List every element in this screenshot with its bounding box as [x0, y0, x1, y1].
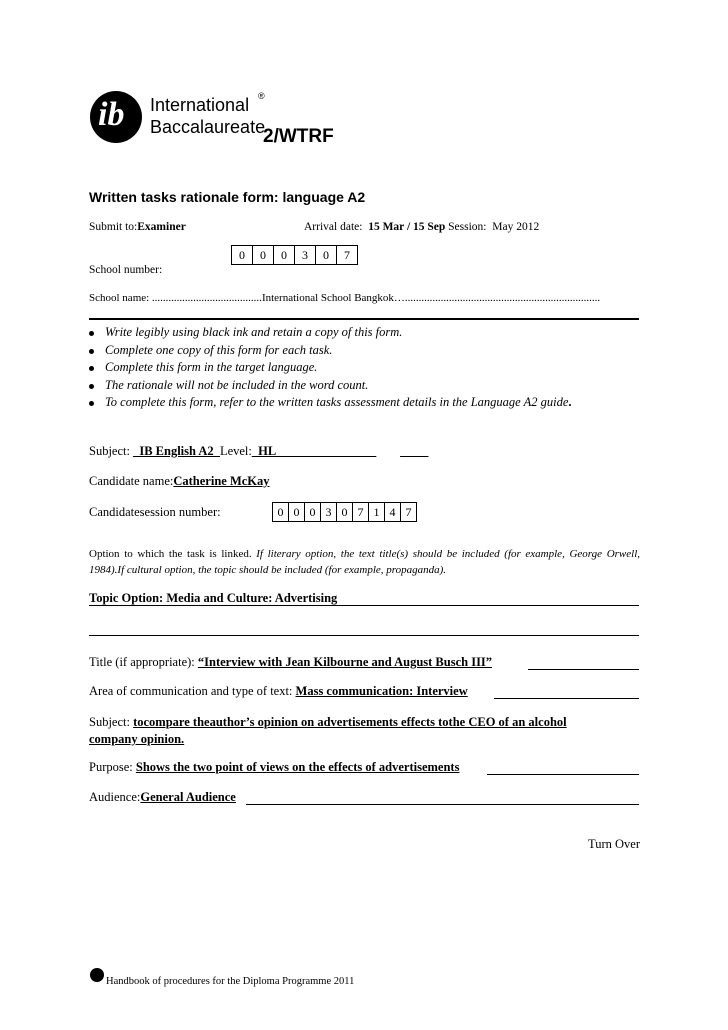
bullet-icon [89, 401, 94, 406]
digit-box: 0 [274, 246, 295, 264]
title-fill-line [528, 669, 639, 670]
subject-value: _IB English A2_ [133, 444, 220, 458]
digit-box: 4 [385, 503, 401, 521]
purpose-field [89, 760, 639, 775]
area-field [89, 684, 639, 699]
ib-logo-mark [90, 91, 142, 143]
digit-box: 3 [321, 503, 337, 521]
digit-box: 0 [232, 246, 253, 264]
arrival-label: Arrival date: [304, 221, 363, 233]
subject-field [89, 714, 639, 748]
footer-ib-logo-icon [90, 968, 104, 982]
submit-label: Submit to: [89, 221, 138, 233]
audience-label: Audience: [89, 790, 141, 804]
subject-field-value-2: company opinion. [89, 732, 185, 746]
purpose-fill-line [487, 774, 639, 775]
instruction-item: Complete one copy of this form for each task. [89, 342, 572, 360]
audience-value: General Audience [140, 790, 236, 804]
school-name-line [89, 292, 641, 304]
registered-mark: ® [258, 91, 265, 101]
logo-line-baccalaureate: Baccalaureate [150, 117, 266, 137]
arrival-session-line [304, 221, 539, 233]
instruction-item: Write legibly using black ink and retain a copy of this form. [89, 324, 572, 342]
section-divider [89, 318, 639, 320]
digit-box: 0 [289, 503, 305, 521]
audience-fill-line [246, 804, 639, 805]
candidate-name-label: Candidate name: [89, 474, 174, 488]
subject-field-value-1: tocompare theauthor’s opinion on advertisements effects tothe CEO of an alcohol [133, 715, 567, 729]
school-name-value: International School Bangkok [261, 292, 394, 304]
submit-value: Examiner [137, 221, 186, 233]
bullet-icon [89, 331, 94, 336]
candidate-name-line [89, 474, 639, 489]
digit-box: 7 [405, 505, 412, 519]
title-field [89, 655, 639, 670]
footer-text: Handbook of procedures for the Diploma Programme 2011 [106, 976, 355, 987]
school-name-trail: …....................................................................... [393, 292, 601, 304]
submit-line [89, 221, 186, 233]
option-note [89, 546, 640, 578]
digit-box: 7 [353, 503, 369, 521]
digit-box: 1 [369, 503, 385, 521]
school-number-boxes [231, 245, 358, 265]
blank-line [89, 635, 639, 636]
area-fill-line [494, 698, 639, 699]
purpose-label: Purpose: [89, 760, 133, 774]
candidate-session-label: Candidatesession number: [89, 505, 221, 519]
level-label: Level: [219, 444, 252, 458]
instruction-item: The rationale will not be included in the word count. [89, 377, 572, 395]
area-label: Area of communication and type of text: [89, 684, 293, 698]
level-tail: _ ___ [400, 444, 429, 458]
instruction-item: To complete this form, refer to the written tasks assessment details in the Language A2 guide. [89, 394, 572, 412]
bullet-icon [89, 384, 94, 389]
form-title: Written tasks rationale form: language A2 [89, 189, 366, 205]
title-value: “Interview with Jean Kilbourne and August Busch III” [197, 655, 493, 669]
document-code: 2/WTRF [263, 126, 334, 147]
digit-box: 3 [295, 246, 316, 264]
subject-field-label: Subject: [89, 715, 130, 729]
title-label: Title (if appropriate): [89, 655, 195, 669]
digit-box: 0 [253, 246, 274, 264]
digit-box: 0 [305, 503, 321, 521]
digit-box: 7 [344, 248, 350, 262]
digit-box: 0 [316, 246, 337, 264]
topic-option: Topic Option: Media and Culture: Advertising [89, 591, 338, 605]
audience-field [89, 790, 639, 805]
ib-logo-mark-text: ib [98, 96, 125, 133]
candidate-session-boxes [272, 502, 417, 522]
bullet-icon [89, 349, 94, 354]
arrival-value: 15 Mar / 15 Sep [368, 221, 446, 233]
logo-line-international: International [150, 95, 250, 115]
subject-level-line [89, 444, 639, 459]
instruction-item: Complete this form in the target language. [89, 359, 572, 377]
level-value: _HL________________ [251, 444, 377, 458]
subject-label: Subject: [89, 444, 130, 458]
session-label: Session: [448, 221, 487, 233]
area-value: Mass communication: Interview [295, 684, 468, 698]
digit-box: 0 [337, 503, 353, 521]
purpose-value: Shows the two point of views on the effects of advertisements [135, 760, 460, 774]
digit-box: 0 [273, 503, 289, 521]
topic-option-underline [89, 605, 639, 606]
instructions-list [89, 324, 572, 412]
school-number-label: School number: [89, 264, 163, 276]
school-name-label: School name: ........................................ [89, 292, 262, 304]
bullet-icon [89, 366, 94, 371]
option-note-text: Option to which the task is linked. [89, 548, 252, 560]
session-value: May 2012 [492, 221, 540, 233]
option-note-italic: If literary option, the text title(s) should be included (for example, George Orwell, 1984).If cultural option, the topic should be included (for example, propaganda). [89, 548, 640, 576]
turn-over-text: Turn Over [588, 837, 640, 851]
candidate-name-value: Catherine McKay [173, 474, 270, 488]
